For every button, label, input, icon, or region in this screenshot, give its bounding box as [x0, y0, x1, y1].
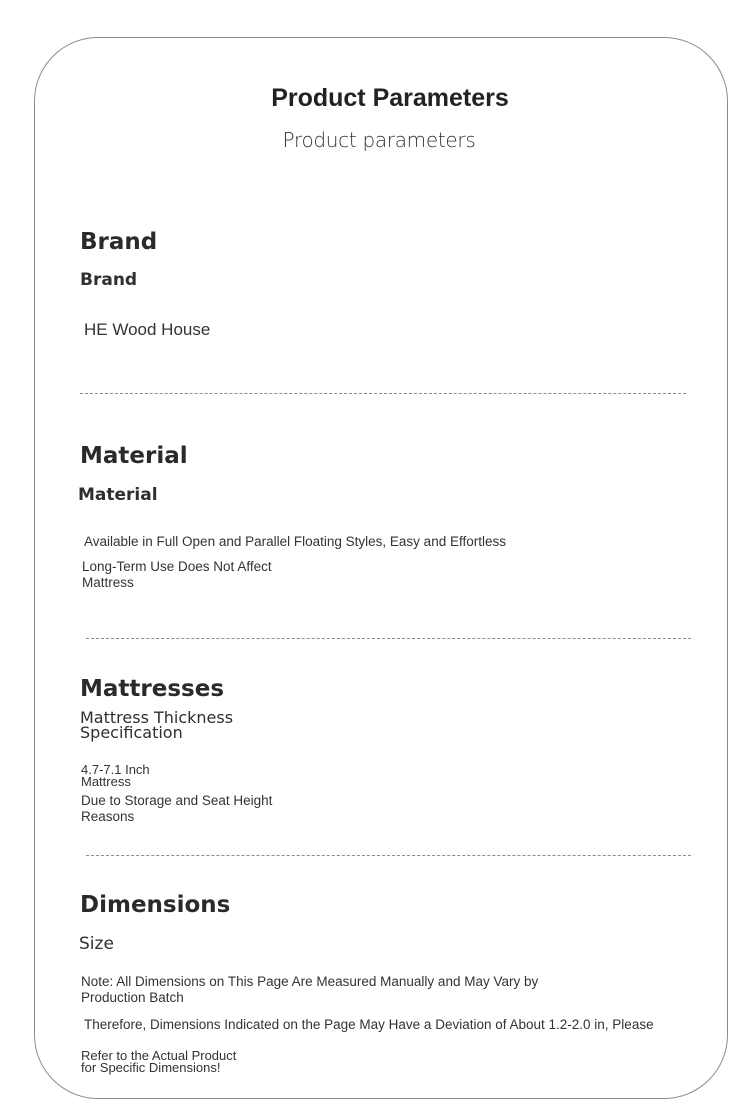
mattress-spec-label: Specification — [80, 723, 183, 742]
brand-heading: Brand — [80, 229, 158, 255]
size-label: Size — [79, 934, 114, 954]
dimensions-deviation-text: Therefore, Dimensions Indicated on the Page May Have a Deviation of About 1.2-2.0 in, Please — [84, 1017, 654, 1032]
brand-label: Brand — [80, 270, 138, 290]
section-divider — [86, 638, 691, 639]
page-title: Product Parameters — [271, 84, 509, 112]
mattress-note: Due to Storage and Seat Height — [81, 793, 273, 808]
dimensions-note: Note: All Dimensions on This Page Are Measured Manually and May Vary by — [81, 974, 539, 989]
mattress-thickness-value: 4.7-7.1 Inch — [81, 762, 150, 777]
dimensions-heading: Dimensions — [80, 892, 231, 918]
dimensions-refer-text: Refer to the Actual Product — [81, 1048, 237, 1063]
material-use-text: Long-Term Use Does Not Affect — [82, 559, 272, 574]
material-use-text-cont: Mattress — [82, 575, 134, 590]
brand-value: HE Wood House — [84, 320, 211, 339]
dimensions-refer-text-cont: for Specific Dimensions! — [81, 1060, 221, 1075]
mattress-note-cont: Reasons — [81, 809, 135, 824]
mattress-thickness-label: Mattress Thickness — [80, 708, 234, 727]
section-divider — [80, 393, 686, 394]
section-divider — [86, 855, 691, 856]
mattresses-heading: Mattresses — [80, 676, 225, 702]
mattress-thickness-unit: Mattress — [81, 774, 131, 789]
material-label: Material — [78, 485, 158, 505]
material-heading: Material — [80, 443, 188, 469]
page-subtitle: Product parameters — [282, 128, 476, 152]
material-style-text: Available in Full Open and Parallel Floating Styles, Easy and Effortless — [84, 534, 506, 549]
dimensions-note-cont: Production Batch — [81, 990, 184, 1005]
